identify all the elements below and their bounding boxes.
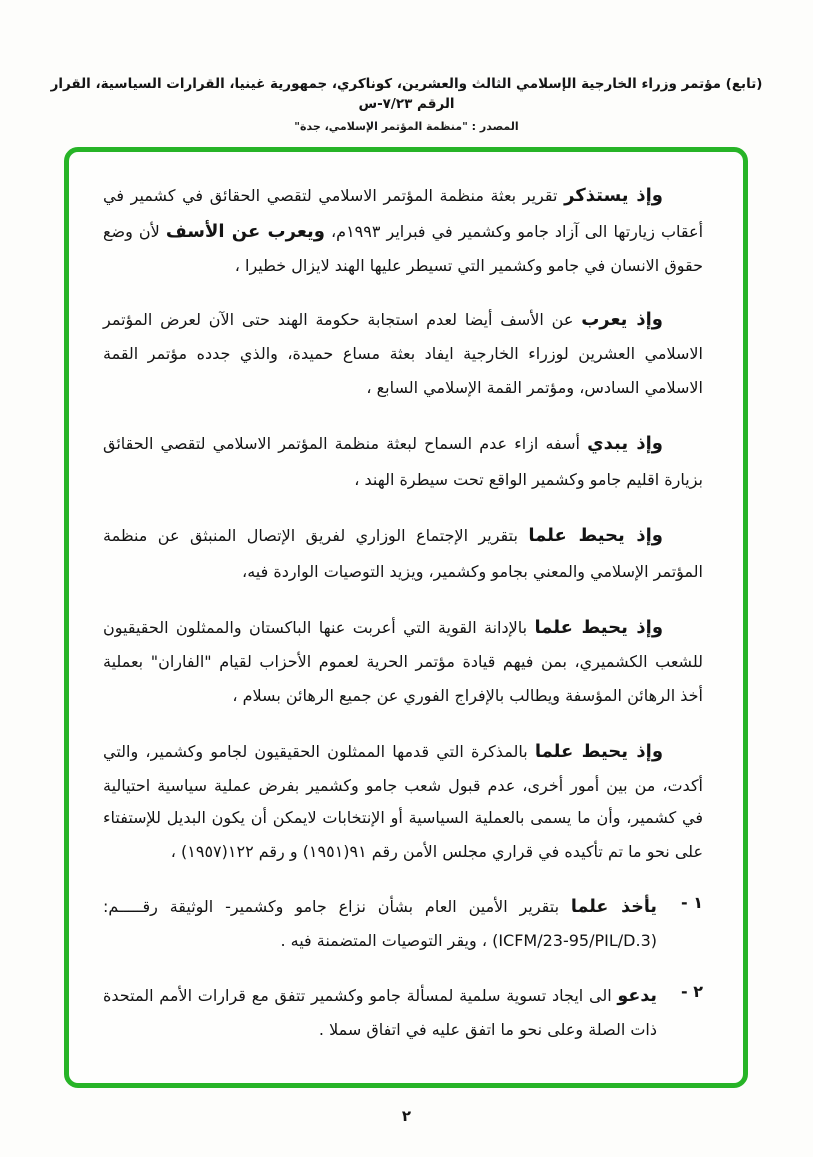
- paragraph-text: بالمذكرة التي قدمها الممثلون الحقيقيون لجامو وكشمير، والتي أكدت، من بين أمور أخرى، عدم قبول شعب جامو وكشمير بفرض عملية سياسية احتيالية في كشمير، وأن ما يسمى بالعملية السياسية أو الإنتخابات لايمكن أن يكون البديل للإستفتاء على نحو ما تم تأكيده في قراري مجلس الأمن رقم ٩١(١٩٥١) و رقم ١٢٢(١٩٥٧) ،: [103, 742, 703, 861]
- paragraph-lead: وإذ يحيط علما: [528, 525, 663, 546]
- paragraph-lead: وإذ يستذكر: [564, 185, 663, 206]
- item-text: الى ايجاد تسوية سلمية لمسألة جامو وكشمير تتفق مع قرارات الأمم المتحدة ذات الصلة وعلى نحو ما اتفق عليه في اتفاق سملا .: [103, 986, 657, 1039]
- paragraph-lead: وإذ يعرب: [581, 309, 663, 330]
- item-body: [103, 890, 657, 957]
- item-number: ١ -: [681, 893, 703, 912]
- paragraph-bold-phrase: ويعرب عن الأسف: [165, 221, 325, 242]
- paragraph: [103, 610, 703, 714]
- paragraph: [103, 426, 703, 498]
- paragraph-text: تقرير بعثة منظمة المؤتمر الاسلامي لتقصي الحقائق في كشمير في أعقاب زيارتها الى آزاد جامو وكشمير في فبراير ١٩٩٣م،: [103, 186, 704, 241]
- document-header: [40, 74, 773, 133]
- item-body: [103, 979, 657, 1046]
- item-lead: يأخذ علما: [570, 897, 657, 917]
- item-lead: يدعو: [617, 986, 657, 1006]
- highlight-border-box: [64, 147, 748, 1088]
- page-number: ٢: [401, 1107, 412, 1125]
- paragraph-text: عن الأسف أيضا لعدم استجابة حكومة الهند حتى الآن لعرض المؤتمر الاسلامي العشرين لوزراء الخارجية ايفاد بعثة مساع حميدة، والذي جدده مؤتمر القمة الاسلامي السادس، ومؤتمر القمة الإسلامي السابع ،: [103, 310, 703, 397]
- numbered-item: [103, 890, 703, 957]
- item-text: بتقرير الأمين العام بشأن نزاع جامو وكشمير- الوثيقة رقـــــم: (ICFM/23-95/PIL/D.3) ، ويقر التوصيات المتضمنة فيه .: [103, 897, 657, 950]
- paragraph: [103, 734, 703, 870]
- paragraph-lead: وإذ يحيط علما: [534, 741, 664, 762]
- header-title: (تابع) مؤتمر وزراء الخارجية الإسلامي الثالث والعشرين، كوناكري، جمهورية غينيا، القرارات السياسية، القرار الرقم ٧/٢٣-س: [50, 76, 763, 113]
- paragraph-text: بالإدانة القوية التي أعربت عنها الباكستان والممثلون الحقيقيون للشعب الكشميري، بمن فيهم قيادة مؤتمر الحرية لعموم الأحزاب لقيام "الفاران" بعملية أخذ الرهائن المؤسفة ويطالب بالإفراج الفوري عن جميع الرهائن بسلام ،: [103, 618, 703, 705]
- header-source: المصدر : "منظمة المؤتمر الإسلامي، جدة": [294, 119, 519, 133]
- paragraph-text: أسفه ازاء عدم السماح لبعثة منظمة المؤتمر الاسلامي لتقصي الحقائق بزيارة اقليم جامو وكشمير الواقع تحت سيطرة الهند ،: [103, 434, 703, 489]
- paragraph-lead: وإذ يبدي: [587, 433, 663, 454]
- paragraph-text: بتقرير الإجتماع الوزاري لفريق الإتصال المنبثق عن منظمة المؤتمر الإسلامي والمعني بجامو وكشمير، ويزيد التوصيات الواردة فيه،: [103, 526, 703, 581]
- paragraph: [103, 302, 703, 406]
- item-number: ٢ -: [681, 982, 703, 1001]
- paragraph-text: لأن وضع حقوق الانسان في جامو وكشمير التي تسيطر عليها الهند لايزال خطيرا ،: [103, 222, 703, 275]
- paragraph: [103, 178, 703, 282]
- paragraph-lead: وإذ يحيط علما: [534, 617, 664, 638]
- numbered-item: [103, 979, 703, 1046]
- paragraph: [103, 518, 703, 590]
